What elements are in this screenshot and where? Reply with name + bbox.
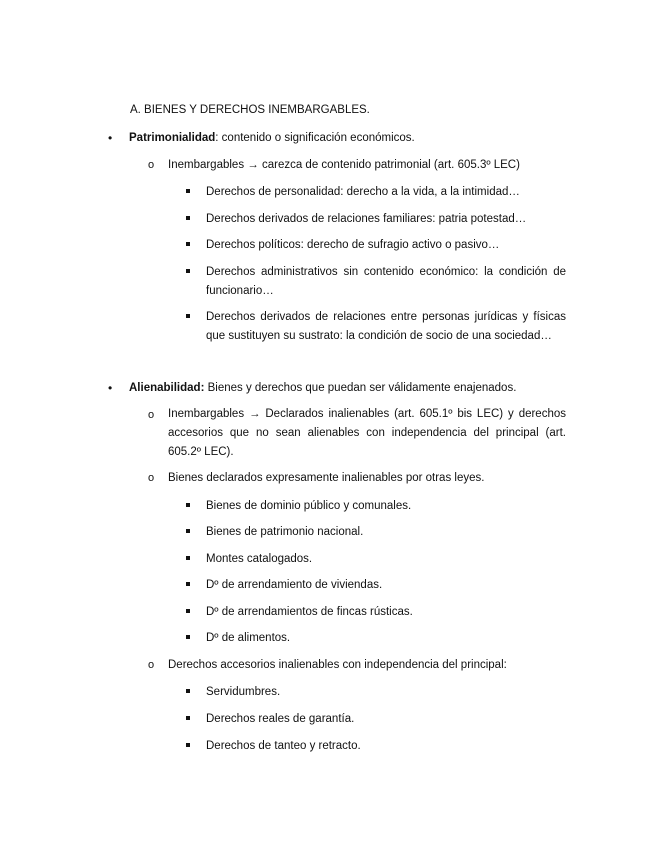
list-item: Dº de alimentos. xyxy=(206,632,291,644)
list-item: Montes catalogados. xyxy=(206,553,313,565)
bullet-dot: • xyxy=(108,381,113,395)
list-item: Dº de arrendamientos de fincas rústicas. xyxy=(206,606,413,618)
bullet-square xyxy=(186,314,190,318)
bullet-square xyxy=(186,529,190,533)
bullet-square xyxy=(186,635,190,639)
term-description: Bienes y derechos que puedan ser válidamente enajenados. xyxy=(204,382,517,394)
list-item: Bienes de dominio público y comunales. xyxy=(206,500,412,512)
list-item xyxy=(129,131,569,145)
list-item: Derechos políticos: derecho de sufragio activo o pasivo… xyxy=(206,239,500,251)
list-item: Inembargables → Declarados inalienables (art. 605.1º bis LEC) y derechos accesorios que no sean alienables con independencia del principal (art. 605.2º LEC). xyxy=(168,408,566,458)
bullet-square xyxy=(186,609,190,613)
bullet-square xyxy=(186,689,190,693)
list-item: Dº de arrendamiento de viviendas. xyxy=(206,579,383,591)
bullet-square xyxy=(186,743,190,747)
list-item xyxy=(129,381,569,395)
term-bold: Alienabilidad: xyxy=(129,382,205,394)
list-item: Bienes de patrimonio nacional. xyxy=(206,526,364,538)
bullet-square xyxy=(186,269,190,273)
list-item: Derechos accesorios inalienables con independencia del principal: xyxy=(168,659,507,671)
list-item: Inembargables → carezca de contenido patrimonial (art. 605.3º LEC) xyxy=(168,159,520,171)
bullet-square xyxy=(186,242,190,246)
bullet-circle: o xyxy=(148,159,155,171)
bullet-dot: • xyxy=(108,131,113,145)
list-item: Derechos de tanteo y retracto. xyxy=(206,740,361,752)
list-item: Derechos de personalidad: derecho a la vida, a la intimidad… xyxy=(206,186,520,198)
bullet-square xyxy=(186,716,190,720)
term-description: : contenido o significación económicos. xyxy=(215,132,415,144)
bullet-square xyxy=(186,556,190,560)
list-item: Derechos reales de garantía. xyxy=(206,713,355,725)
list-item: Bienes declarados expresamente inalienables por otras leyes. xyxy=(168,472,485,484)
bullet-circle: o xyxy=(148,472,155,484)
list-item: Derechos derivados de relaciones familiares: patria potestad… xyxy=(206,213,527,225)
list-item: Servidumbres. xyxy=(206,686,281,698)
term-bold: Patrimonialidad xyxy=(129,132,216,144)
bullet-square xyxy=(186,582,190,586)
bullet-square xyxy=(186,189,190,193)
bullet-square xyxy=(186,503,190,507)
bullet-circle: o xyxy=(148,409,155,421)
list-item: Derechos administrativos sin contenido económico: la condición de funcionario… xyxy=(206,266,566,297)
list-item: Derechos derivados de relaciones entre personas jurídicas y físicas que sustituyen su sustrato: la condición de socio de una sociedad… xyxy=(206,311,566,342)
bullet-square xyxy=(186,216,190,220)
section-heading: A. BIENES Y DERECHOS INEMBARGABLES. xyxy=(130,104,370,116)
bullet-circle: o xyxy=(148,659,155,671)
